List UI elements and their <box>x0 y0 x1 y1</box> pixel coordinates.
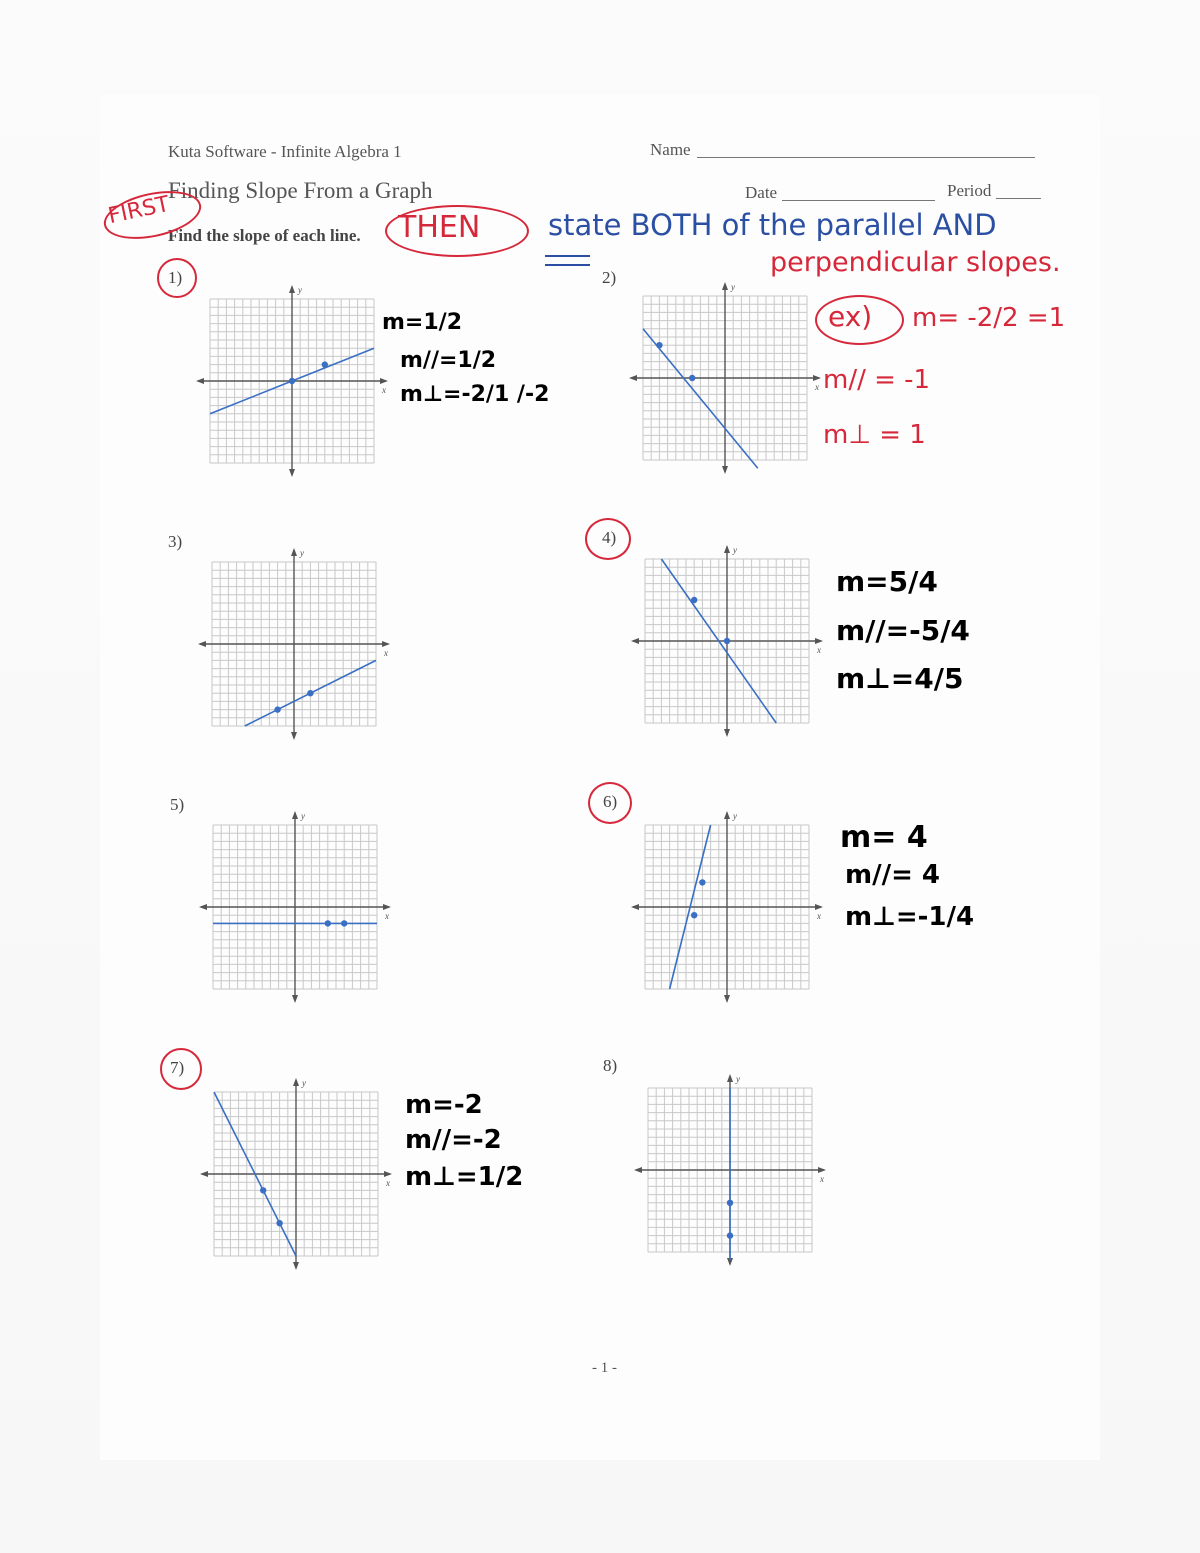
y-axis-label: y <box>731 282 735 292</box>
x-axis-arrow-left <box>199 904 207 910</box>
worksheet-title: Finding Slope From a Graph <box>168 178 433 203</box>
y-axis-label: y <box>301 811 305 821</box>
y-axis-arrow-down <box>292 995 298 1003</box>
example-parallel: m// = -1 <box>823 365 931 395</box>
period-label: Period <box>947 181 992 200</box>
y-axis-arrow <box>727 1074 733 1082</box>
x-axis-arrow-left <box>200 1171 208 1177</box>
state-underline-1 <box>545 255 590 257</box>
graph-7 <box>194 1072 398 1276</box>
y-axis-arrow <box>724 811 730 819</box>
y-axis-arrow <box>289 285 295 293</box>
example-perpendicular: m⊥ = 1 <box>823 420 926 450</box>
y-axis-arrow-down <box>724 729 730 737</box>
x-axis-arrow <box>384 1171 392 1177</box>
then-circle <box>385 205 529 257</box>
x-axis-arrow <box>818 1167 826 1173</box>
y-axis-arrow-down <box>722 466 728 474</box>
plotted-point <box>689 375 695 381</box>
problem-number-1: 1) <box>168 268 183 287</box>
name-label: Name <box>650 140 691 159</box>
example-circle <box>815 295 904 345</box>
y-axis-label: y <box>733 811 737 821</box>
x-axis-label: x <box>817 645 821 655</box>
plotted-point <box>274 706 280 712</box>
graph-2 <box>623 276 827 480</box>
x-axis-arrow-left <box>631 904 639 910</box>
period-underline <box>996 198 1041 199</box>
plotted-point <box>341 920 347 926</box>
plotted-point <box>289 378 295 384</box>
y-axis-arrow <box>291 548 297 556</box>
x-axis-label: x <box>386 1178 390 1188</box>
handwritten-line1: state BOTH of the parallel AND <box>548 208 997 242</box>
handwritten-line2: perpendicular slopes. <box>770 247 1061 278</box>
y-axis-arrow-down <box>291 732 297 740</box>
date-label: Date <box>745 183 778 202</box>
p1-note-parallel: m//=1/2 <box>400 348 497 373</box>
x-axis-arrow-left <box>196 378 204 384</box>
p4-note-m: m=5/4 <box>836 565 938 598</box>
plotted-point <box>307 690 313 696</box>
x-axis-label: x <box>815 382 819 392</box>
graph-8 <box>628 1068 832 1272</box>
y-axis-label: y <box>302 1078 306 1088</box>
x-axis-arrow <box>383 904 391 910</box>
graph-4 <box>625 539 829 743</box>
y-axis-label: y <box>736 1074 740 1084</box>
graph-5 <box>193 805 397 1009</box>
plotted-point <box>656 342 662 348</box>
plotted-point <box>691 597 697 603</box>
x-axis-arrow-left <box>631 638 639 644</box>
x-axis-arrow <box>813 375 821 381</box>
x-axis-arrow-left <box>198 641 206 647</box>
problem-number-4: 4) <box>602 528 617 547</box>
page-number: - 1 - <box>592 1360 617 1376</box>
x-axis-label: x <box>384 648 388 658</box>
y-axis-arrow <box>724 545 730 553</box>
handwritten-first: FIRST <box>106 191 172 230</box>
date-underline <box>782 200 935 201</box>
problem-number-7: 7) <box>170 1058 185 1077</box>
p6-note-m: m= 4 <box>840 820 928 855</box>
y-axis-label: y <box>733 545 737 555</box>
instructions: Find the slope of each line. <box>168 226 361 245</box>
x-axis-arrow-left <box>634 1167 642 1173</box>
x-axis-label: x <box>820 1174 824 1184</box>
example-slope: m= -2/2 =1 <box>912 303 1066 333</box>
y-axis-arrow-down <box>724 995 730 1003</box>
x-axis-arrow <box>815 638 823 644</box>
graph-1 <box>190 279 394 483</box>
state-underline-2 <box>545 264 590 266</box>
x-axis-label: x <box>817 911 821 921</box>
x-axis-arrow-left <box>629 375 637 381</box>
x-axis-arrow <box>380 378 388 384</box>
x-axis-label: x <box>385 911 389 921</box>
p7-note-parallel: m//=-2 <box>405 1125 502 1155</box>
p4-note-parallel: m//=-5/4 <box>836 614 970 647</box>
plotted-point <box>699 879 705 885</box>
plotted-point <box>276 1220 282 1226</box>
x-axis-arrow <box>815 904 823 910</box>
y-axis-arrow <box>292 811 298 819</box>
plotted-point <box>260 1187 266 1193</box>
p7-note-perp: m⊥=1/2 <box>405 1162 524 1192</box>
graph-6 <box>625 805 829 1009</box>
plotted-point <box>691 912 697 918</box>
plotted-point <box>724 638 730 644</box>
publisher-label: Kuta Software - Infinite Algebra 1 <box>168 142 402 161</box>
p1-note-perp: m⊥=-2/1 /-2 <box>400 382 550 407</box>
x-axis-label: x <box>382 385 386 395</box>
graph-3 <box>192 542 396 746</box>
problem-number-8: 8) <box>603 1056 618 1075</box>
y-axis-label: y <box>298 285 302 295</box>
x-axis-arrow <box>382 641 390 647</box>
handwritten-then: THEN <box>398 210 481 245</box>
problem-number-5: 5) <box>170 795 185 814</box>
plotted-point <box>727 1200 733 1206</box>
example-label: ex) <box>828 300 873 333</box>
p7-note-m: m=-2 <box>405 1090 483 1120</box>
y-axis-arrow <box>722 282 728 290</box>
p6-note-perp: m⊥=-1/4 <box>845 902 975 932</box>
p6-note-parallel: m//= 4 <box>845 860 941 890</box>
problem-number-2: 2) <box>602 268 617 287</box>
problem-number-3: 3) <box>168 532 183 551</box>
y-axis-arrow-down <box>293 1262 299 1270</box>
p1-note-m: m=1/2 <box>382 310 463 335</box>
y-axis-arrow <box>293 1078 299 1086</box>
plotted-point <box>322 361 328 367</box>
y-axis-arrow-down <box>289 469 295 477</box>
plotted-point <box>325 920 331 926</box>
p4-note-perp: m⊥=4/5 <box>836 662 964 695</box>
y-axis-label: y <box>300 548 304 558</box>
plotted-point <box>727 1232 733 1238</box>
name-underline <box>697 157 1035 158</box>
problem-number-6: 6) <box>603 792 618 811</box>
